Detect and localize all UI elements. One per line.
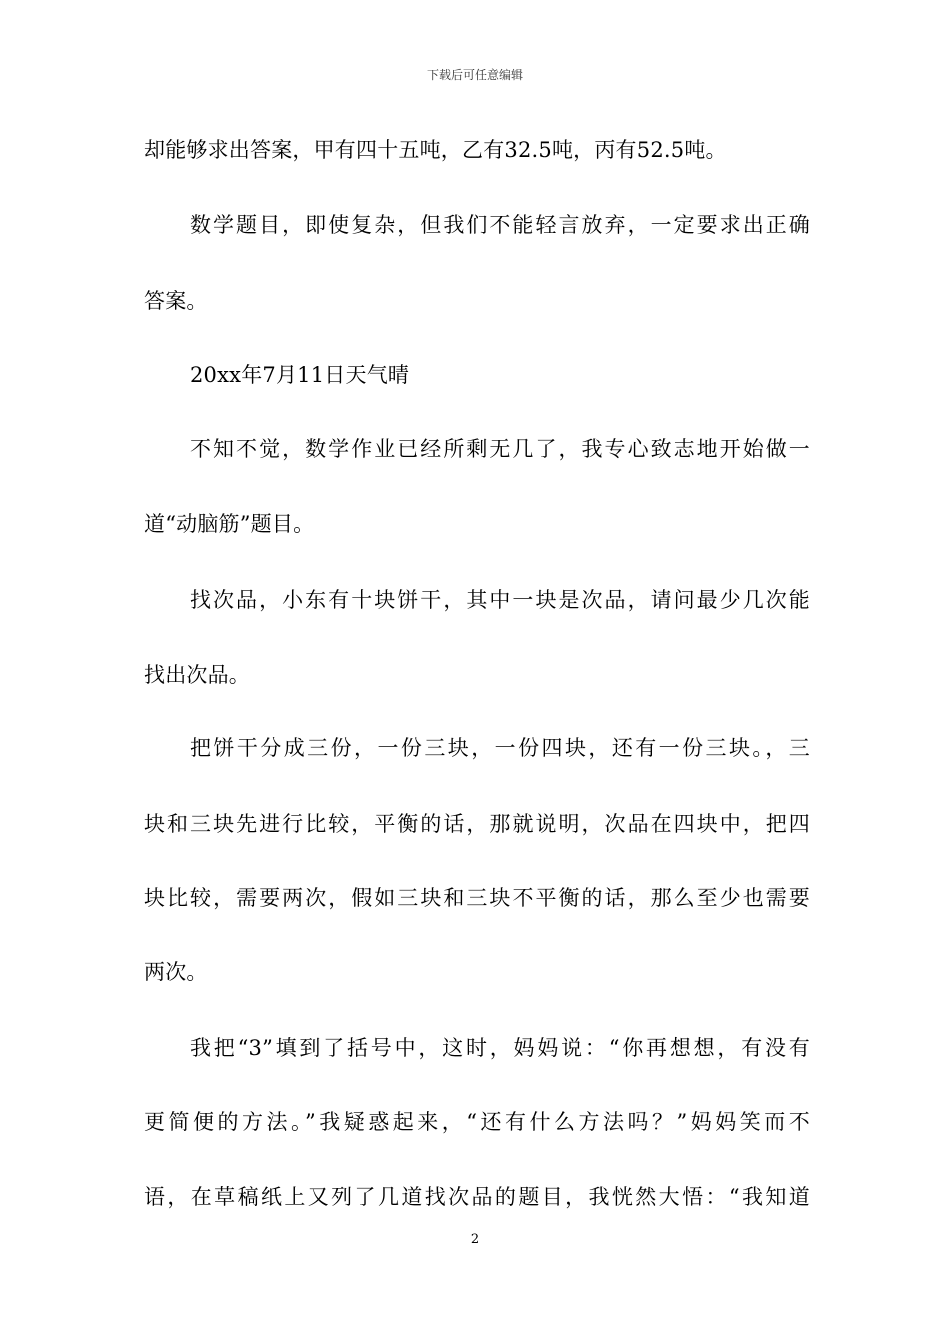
body-line-3: 答案。 xyxy=(144,289,208,313)
body-line-5: 不知不觉，数学作业已经所剩无几了，我专心致志地开始做一 xyxy=(190,437,810,461)
body-line-15: 语，在草稿纸上又列了几道找次品的题目，我恍然大悟：“我知道 xyxy=(144,1185,810,1209)
body-line-1: 却能够求出答案，甲有四十五吨，乙有32.5吨，丙有52.5吨。 xyxy=(144,138,727,162)
body-line-6: 道“动脑筋”题目。 xyxy=(144,512,315,536)
body-line-14: 更简便的方法。”我疑惑起来，“还有什么方法吗？”妈妈笑而不 xyxy=(144,1110,810,1134)
body-line-2: 数学题目，即使复杂，但我们不能轻言放弃，一定要求出正确 xyxy=(190,213,810,237)
body-line-11: 块比较，需要两次，假如三块和三块不平衡的话，那么至少也需要 xyxy=(144,886,810,910)
date-line: 20xx年7月11日天气晴 xyxy=(190,363,410,387)
body-line-12: 两次。 xyxy=(144,960,208,984)
body-line-7: 找次品，小东有十块饼干，其中一块是次品，请问最少几次能 xyxy=(190,588,810,612)
page-header: 下载后可任意编辑 xyxy=(426,68,523,82)
body-line-8: 找出次品。 xyxy=(144,663,250,687)
body-line-9: 把饼干分成三份，一份三块，一份四块，还有一份三块。，三 xyxy=(190,736,810,760)
page-number: 2 xyxy=(470,1232,480,1247)
body-line-13: 我把“3”填到了括号中，这时，妈妈说：“你再想想，有没有 xyxy=(190,1036,810,1060)
body-line-10: 块和三块先进行比较，平衡的话，那就说明，次品在四块中，把四 xyxy=(144,812,810,836)
